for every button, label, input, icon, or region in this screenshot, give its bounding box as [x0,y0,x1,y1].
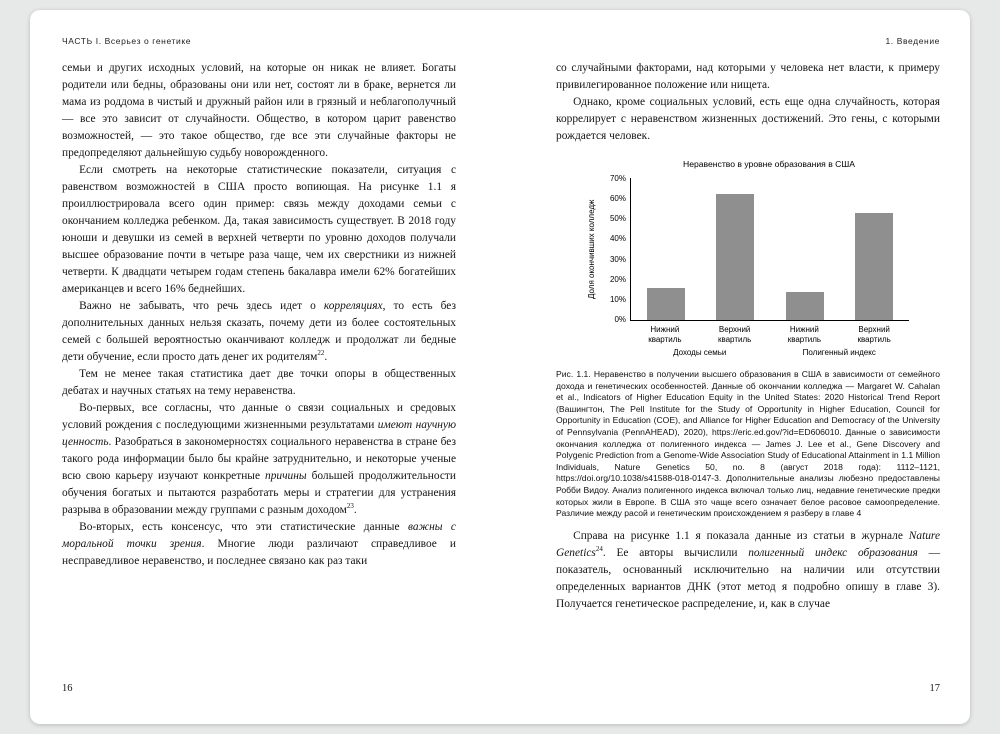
text-run: со случайными факторами, над которыми у человека нет власти, к примеру привилегированное положение или нищета. [556,62,940,91]
bar-slot [840,178,910,320]
text-run: . Разобраться в закономерностях социального неравенства в стране без такого рода информации было бы крайне затруднительно, и некоторые ученые всю свою карьеру изучают конкретные [62,436,456,482]
right-page-body-top [556,60,940,145]
paragraph [62,60,456,162]
text-run: Однако, кроме социальных условий, есть еще одна случайность, которая коррелирует с неравенством жизненных достижений. Это гены, с которыми рождается человек. [556,96,940,142]
text-run: Важно не забывать, что речь здесь идет о [79,300,324,312]
bar-4 [855,213,893,321]
bar-1 [647,288,685,320]
paragraph [556,60,940,94]
paragraph [62,366,456,400]
text-run: . Многие люди различают справедливое и несправедливое неравенство, и последнее связано как раз таки [62,538,457,567]
footnote-reference: 22 [317,349,325,358]
text-run: . [324,351,328,363]
text-run: семьи и других исходных условий, на которые он никак не влияет. Богаты родители или бедны, образованы они или нет, состоят ли в браке, вернется ли мама из роддома в чистый и дружный район или в грязный и неблагополучный — все это зависит от случайности. Общество, в котором царит равенство возможностей, — это такое общество, где все эти случайные факторы не предопределяют дальнейшую судьбу новорожденного. [62,62,456,159]
chart-group-labels [630,348,909,357]
category-label: Нижний квартиль [787,325,822,344]
footnote-reference: 23 [346,502,354,511]
chart-bars [630,178,909,321]
text-run: , то есть без дополнительных данных нельзя сказать, почему дети из более состоятельных семей с большей вероятностью оканчивают колледж и продолжат ли бедные дети обучение, если просто дать денег их родителям [62,300,457,363]
group-label: Полигенный индекс [802,348,876,357]
text-run: имеют научную ценность [62,419,456,448]
bar-slot [631,178,701,320]
text-run: корреляциях [323,300,383,312]
category-label: Нижний квартиль [648,325,682,344]
right-page-body-bottom [556,528,940,613]
text-run: причины [265,470,307,482]
paragraph [556,94,940,145]
text-run: — показатель, основанный исключительно на наличии или отсутствии определенных вариантов ДНК (этот метод я подробно опишу в главе 3). Получается генетическое распределение, и, как в случае [556,546,940,610]
paragraph [62,400,456,519]
text-run: Во-первых, все согласны, что данные о связи социальных и средовых условий рождения с последующими жизненными результатами [62,402,456,431]
text-run: полигенный индекс образования [748,546,918,559]
group-label: Доходы семьи [673,348,727,357]
bar-slot [770,178,840,320]
left-page [30,10,500,724]
footnote-reference: 24 [595,544,603,553]
right-page [500,10,970,724]
bar-2 [716,194,754,320]
bar-3 [786,292,824,320]
text-run: важны с моральной точки зрения [62,521,456,550]
text-run: Справа на рисунке 1.1 я показала данные из статьи в журнале [573,529,909,542]
text-run: Во-вторых, есть консенсус, что эти статистические данные [79,521,408,533]
book-spread [30,10,970,724]
text-run: большей продолжительности обучения богатых и пытаются разработать меры и стратегии для устранения разрыва в образовании между группами с разным доходом [62,470,456,516]
text-run: Если смотреть на некоторые статистические показатели, ситуация с равенством возможностей в США просто вопиющая. На рисунке 1.1 я проиллюстрировала всего один пример: связь между доходами семьи с окончанием колледжа ребенком. Да, такая зависимость существует. В 2018 году юноши и девушки из семей в верхней четверти по уровню доходов получали высшее образование почти в четыре раза чаще, чем их сверстники из нижней четверти. К двадцати четырем годам степень бакалавра имели 62% богатейших американцев и всего 16% беднейших. [62,164,456,295]
figure-caption: Рис. 1.1. Неравенство в получении высшего образования в США в зависимости от семейного дохода и генетических особенностей. Данные об окончании колледжа — Margaret W. Cahalan et al., Indicators of Higher Education Equity in the United States: 2020 Historical Trend Report (Вашингтон, The Pell Institute for the Study of Opportunity in Higher Education, Council for Opportunity in Education (COE), and Alliance for Higher Education and Democracy of the University of Pennsylvania (PennAHEAD), 2020), https://eric.ed.gov/?id=ED606010. Данные о зависимости окончания колледжа от полигенного индекса — James J. Lee et al., Gene Discovery and Polygenic Prediction from a Genome-Wide Association Study of Educational Attainment in 1.1 Million Individuals, Nature Genetics 50, no. 8 (август 2018 года): 1112–1121, https://doi.org/10.1038/s41588-018-0147-3. Дополнительные анализы любезно предоставлены Робби Видоу. Анализ полигенного индекса включал только лиц, недавние генетические предки которых жили в Европе. В США это чаще всего означает белое расовое самоопределение. Различие между расой и генетическим происхождением я разберу в главе 4 [556,369,940,519]
figure-1-1 [556,159,940,520]
text-run: Nature Genetics [556,529,940,559]
category-label: Верхний квартиль [857,325,891,344]
paragraph [62,298,456,366]
paragraph [556,528,940,613]
text-run: . [353,504,357,516]
paragraph [62,519,456,570]
text-run: Тем не менее такая статистика дает две точки опоры в общественных дебатах и научных статьях на тему неравенства. [62,368,456,397]
chart-y-axis-label: Доля окончивших колледж [587,199,596,299]
paragraph [62,162,456,298]
text-run: . Ее авторы вычислили [602,546,749,559]
left-running-head: ЧАСТЬ I. Всерьез о генетике [62,36,192,46]
bar-chart [587,159,909,357]
chart-category-labels [630,325,909,344]
category-label: Верхний квартиль [717,325,752,344]
right-running-head: 1. Введение [885,36,940,46]
left-page-number: 16 [62,683,73,694]
left-page-body [62,60,456,570]
chart-title: Неравенство в уровне образования в США [683,159,855,169]
bar-slot [701,178,771,320]
y-axis-ticks: 70% 60% 50% 40% 30% 20% 10% 0% [609,173,626,325]
right-page-number: 17 [929,683,940,694]
chart-plot-area [587,173,909,325]
